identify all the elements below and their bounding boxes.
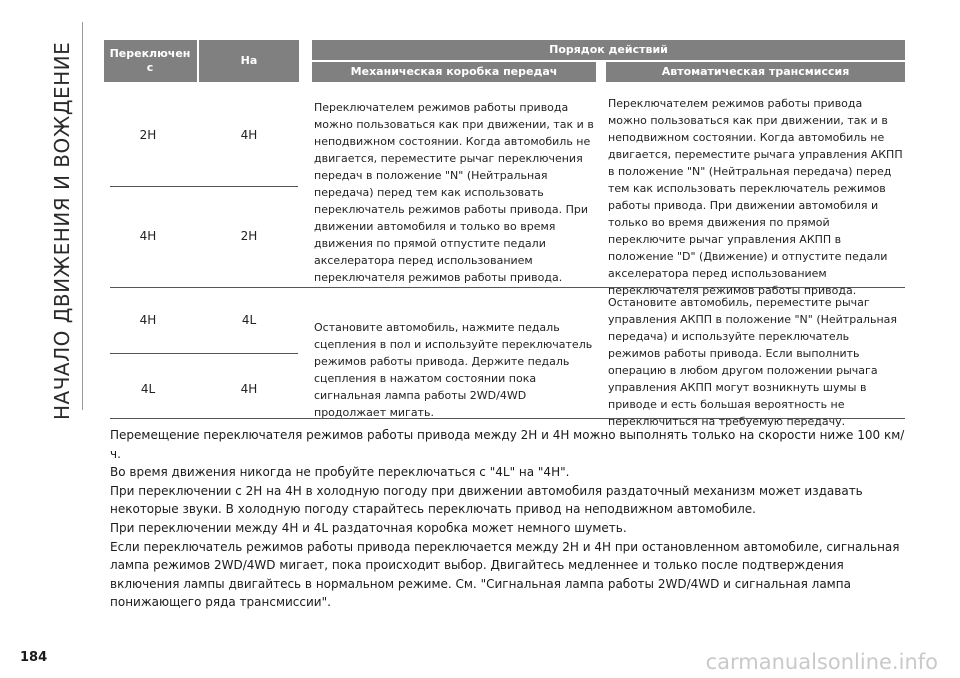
note-paragraph: Если переключатель режимов работы привода переключается между 2H и 4H при остановленном автомобиле, сигнальная лампа режимов 2WD/4WD мигает, пока происходит выбор. Двигайтесь медленнее и только после подтверждения включения лампы двигайтесь в нормальном режиме. См. "Сигнальная лампа работы 2WD/4WD и сигнальная лампа понижающего ряда трансмиссии".	[110, 539, 900, 610]
header-manual-label: Механическая коробка передач	[350, 65, 558, 79]
row-2-from: 4H	[139, 229, 157, 243]
row-1-to: 4H	[240, 128, 258, 142]
row-3-to: 4L	[241, 313, 257, 327]
note-paragraph: При переключении между 4H и 4L раздаточная коробка может немного шуметь.	[110, 520, 627, 535]
group-2-automatic-text: Остановите автомобиль, переместите рычаг управления АКПП в положение "N" (Нейтральная передача) и используйте переключатель режимов работы привода. Если выполнить операцию в любом другом положении рычага управления АКПП могут возникнуть шумы в приводе и есть большая вероятность не переключиться на требуемую передачу.	[608, 296, 897, 428]
note-paragraph: При переключении с 2H на 4H в холодную погоду при движении автомобиля раздаточный механизм может издавать некоторые звуки. В холодную погоду старайтесь переключать привод на неподвижном автомобиле.	[110, 483, 863, 517]
row-4-from: 4L	[140, 382, 156, 396]
header-automatic	[606, 62, 905, 82]
page-number: 184	[20, 650, 48, 665]
row-1-from: 2H	[139, 128, 157, 142]
chapter-title: НАЧАЛО ДВИЖЕНИЯ И ВОЖДЕНИЕ	[50, 41, 74, 420]
row-divider	[110, 186, 298, 187]
note-paragraph: Во время движения никогда не пробуйте переключаться с "4L" на "4H".	[110, 465, 570, 480]
header-from-label: Переключен с	[109, 47, 191, 74]
group-1-manual-text: Переключателем режимов работы привода можно пользоваться как при движении, так и в неподвижном состоянии. Когда автомобиль не двигается, переместите рычаг переключения передач в положение "N" (Нейтральная передача) перед тем как использовать переключатель режимов работы привода. При движении автомобиля и только во время движения по прямой отпустите педали акселератора перед использованием переключателя режимов работы привода.	[314, 101, 594, 284]
header-automatic-label: Автоматическая трансмиссия	[661, 65, 850, 79]
header-from	[104, 40, 197, 82]
header-to	[199, 40, 299, 82]
row-2-to: 2H	[240, 229, 258, 243]
header-procedure	[312, 40, 905, 60]
watermark: carmanualsonline.info	[705, 650, 938, 674]
note-paragraph: Перемещение переключателя режимов работы привода между 2H и 4H можно выполнять только на скорости ниже 100 км/ч.	[110, 428, 905, 461]
notes-block	[110, 426, 905, 612]
header-manual	[312, 62, 596, 82]
side-divider	[82, 22, 83, 410]
header-procedure-label: Порядок действий	[549, 43, 668, 57]
row-4-to: 4H	[240, 382, 258, 396]
group-2-manual-text: Остановите автомобиль, нажмите педаль сцепления в пол и используйте переключатель режимов работы привода. Держите педаль сцепления в нажатом состоянии пока сигнальная лампа работы 2WD/4WD продолжает мигать.	[314, 321, 593, 419]
header-to-label: На	[240, 54, 258, 68]
row-divider	[110, 353, 298, 354]
group-1-automatic-text: Переключателем режимов работы привода можно пользоваться как при движении, так и в неподвижном состоянии. Когда автомобиль не двигается, переместите рычага управления АКПП в положение "N" (Нейтральная передача) перед тем как использовать переключатель режимов работы привода. При движении автомобиля и только во время движения по прямой переключите рычаг управления АКПП в положение "D" (Движение) и отпустите педали акселератора перед использованием переключателя режимов работы привода.	[608, 97, 903, 297]
row-3-from: 4H	[139, 313, 157, 327]
